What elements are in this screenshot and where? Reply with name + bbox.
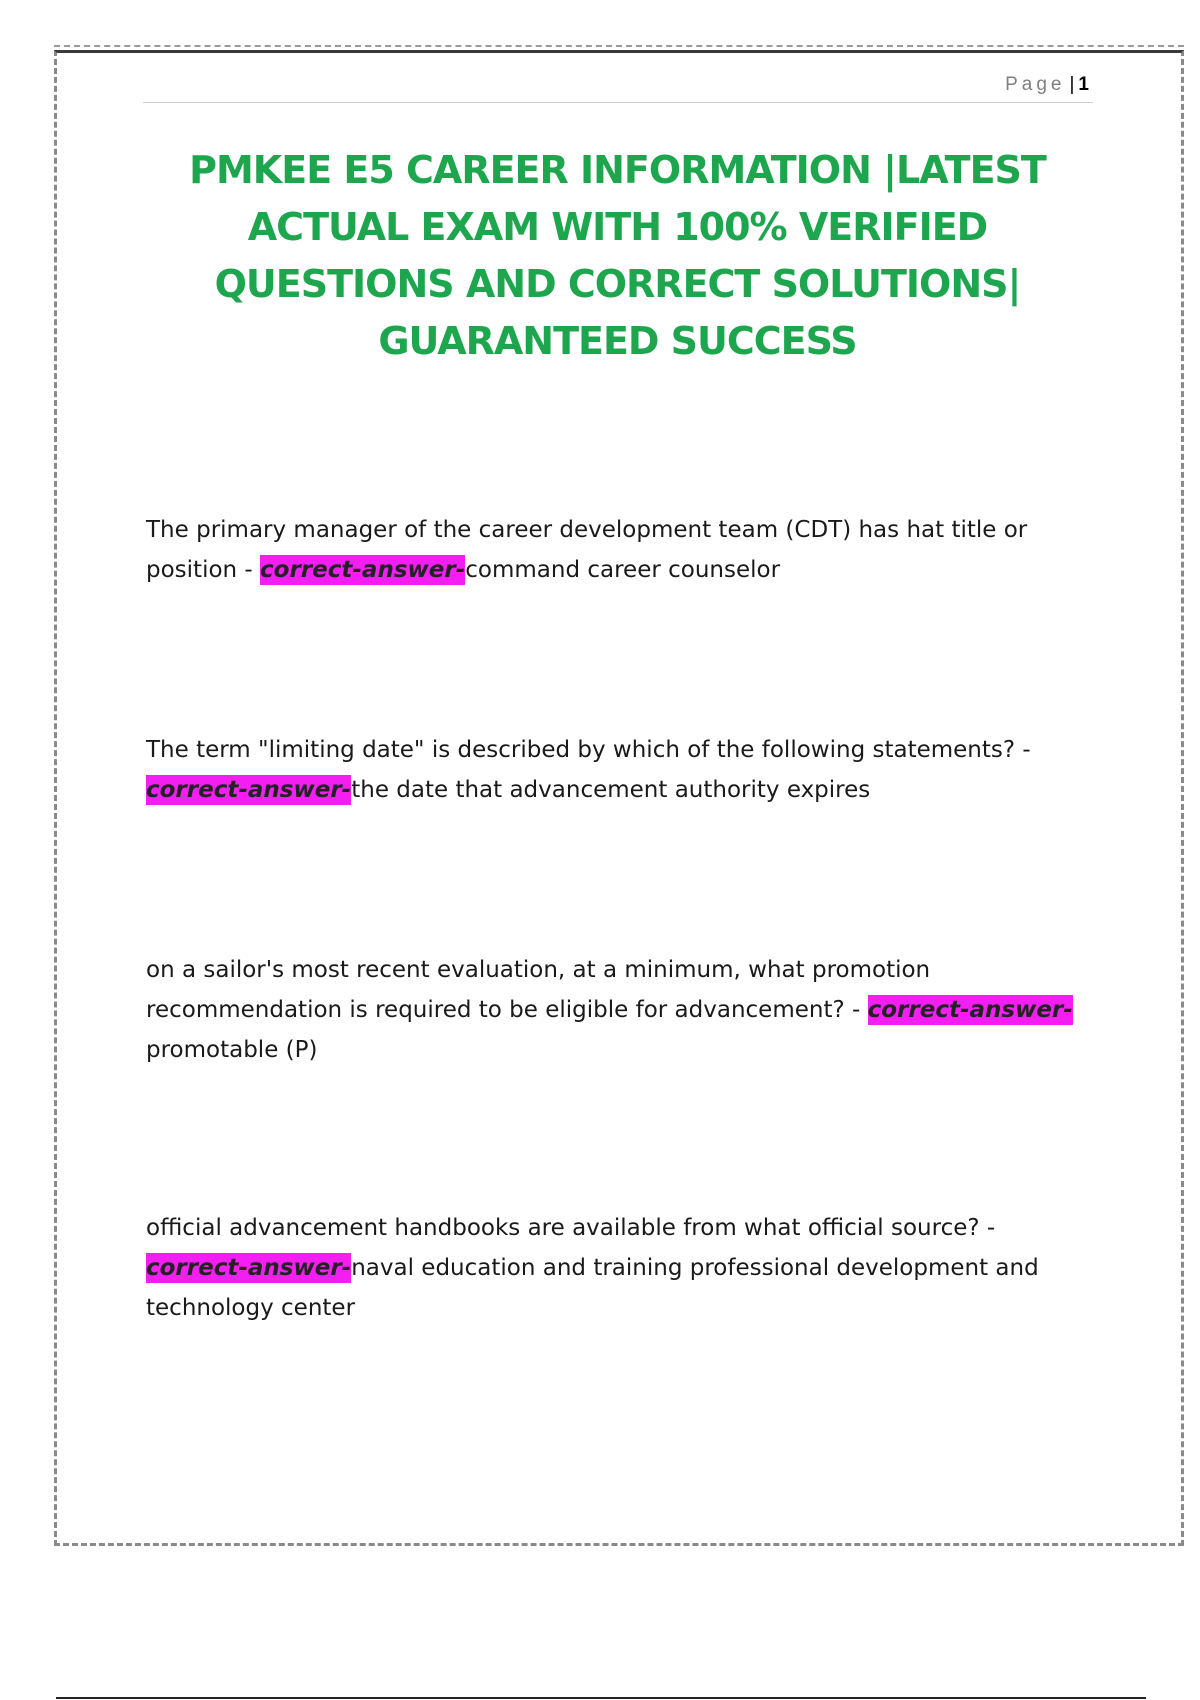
qa-item-2 [146,730,1096,810]
page-label: Page [1005,74,1066,95]
qa-item-4 [146,1208,1096,1328]
page-number [1005,74,1089,96]
page-header [143,72,1093,103]
question-text: on a sailor's most recent evaluation, at a minimum, what promotion recommendation is required to be eligible for advancement? - [146,957,931,1023]
qa-item-1 [146,510,1096,590]
question-text: The term "limiting date" is described by which of the following statements? - [146,737,1031,763]
answer-text: promotable (P) [146,1037,318,1063]
answer-text: the date that advancement authority expires [351,777,871,803]
document-title: PMKEE E5 CAREER INFORMATION |LATEST ACTUAL EXAM WITH 100% VERIFIED QUESTIONS AND CORRECT SOLUTIONS| GUARANTEED SUCCESS [189,148,1046,363]
correct-answer-highlight: correct-answer- [146,1255,352,1281]
correct-answer-highlight: correct-answer- [260,557,466,583]
correct-answer-highlight: correct-answer- [146,777,352,803]
page-separator: | [1069,74,1075,95]
answer-text: naval education and training professional development and technology center [146,1255,1039,1321]
question-text: official advancement handbooks are available from what official source? - [146,1215,996,1241]
qa-item-3 [146,950,1096,1070]
correct-answer-highlight: correct-answer- [867,997,1073,1023]
answer-text: command career counselor [465,557,781,583]
bottom-divider [56,1697,1146,1699]
question-text: The primary manager of the career development team (CDT) has hat title or position - [146,517,1028,583]
page-number-value: 1 [1078,74,1089,95]
